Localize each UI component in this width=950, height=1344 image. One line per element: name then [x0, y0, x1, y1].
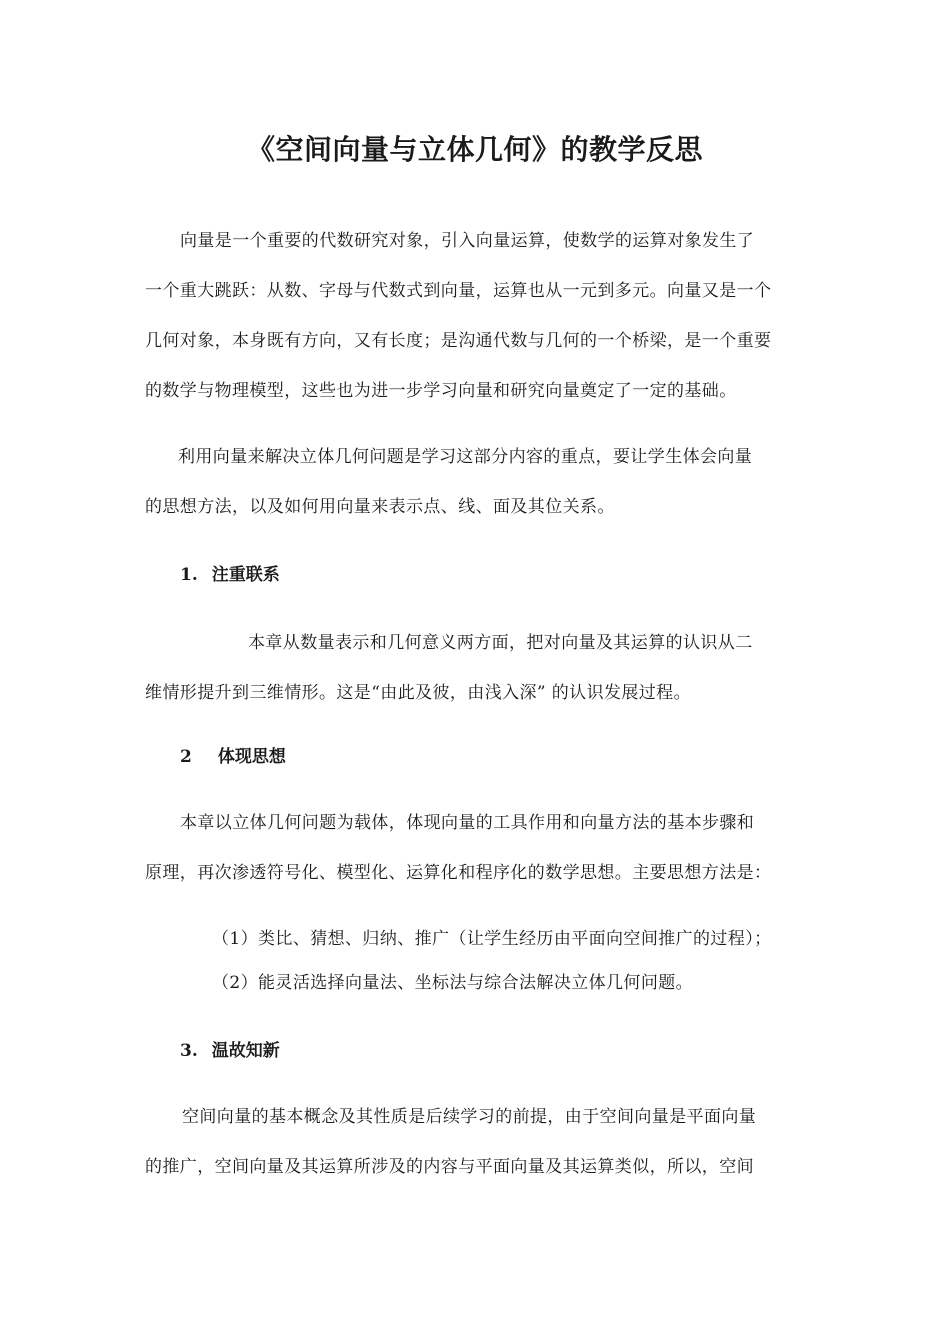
section-2-title: 体现思想 [217, 747, 286, 767]
section-2-heading [180, 742, 286, 767]
paragraph-2-line-2: 的思想方法，以及如何用向量来表示点、线、面及其位关系。 [145, 497, 615, 517]
list-item-1: （1）类比、猜想、归纳、推广（让学生经历由平面向空间推广的过程）； [212, 929, 772, 949]
document-title: 《空间向量与立体几何》的教学反思 [246, 133, 703, 166]
section-2-number: 2 [180, 747, 192, 767]
section-1-number: 1. [180, 565, 198, 585]
section-3-title: 温故知新 [211, 1041, 280, 1061]
paragraph-4-line-2: 原理，再次渗透符号化、模型化、运算化和程序化的数学思想。主要思想方法是： [145, 863, 772, 883]
paragraph-1-line-4: 的数学与物理模型，这些也为进一步学习向量和研究向量奠定了一定的基础。 [145, 381, 737, 401]
paragraph-2-line-1: 利用向量来解决立体几何问题是学习这部分内容的重点，要让学生体会向量 [178, 447, 753, 467]
section-1-heading [180, 560, 280, 585]
paragraph-3-line-2: 维情形提升到三维情形。这是“由此及彼，由浅入深” 的认识发展过程。 [145, 683, 691, 703]
paragraph-4-line-1: 本章以立体几何问题为载体，体现向量的工具作用和向量方法的基本步骤和 [180, 813, 755, 833]
section-3-number: 3. [180, 1041, 198, 1061]
paragraph-5-line-1: 空间向量的基本概念及其性质是后续学习的前提，由于空间向量是平面向量 [182, 1107, 757, 1127]
section-1-title: 注重联系 [211, 565, 280, 585]
list-item-2: （2）能灵活选择向量法、坐标法与综合法解决立体几何问题。 [212, 973, 694, 993]
paragraph-1-line-2: 一个重大跳跃：从数、字母与代数式到向量，运算也从一元到多元。向量又是一个 [145, 281, 772, 301]
paragraph-3-line-1: 本章从数量表示和几何意义两方面，把对向量及其运算的认识从二 [248, 633, 753, 653]
paragraph-5-line-2: 的推广，空间向量及其运算所涉及的内容与平面向量及其运算类似，所以，空间 [145, 1157, 754, 1177]
section-3-heading [180, 1036, 280, 1061]
paragraph-1-line-1: 向量是一个重要的代数研究对象，引入向量运算，使数学的运算对象发生了 [180, 231, 755, 251]
paragraph-1-line-3: 几何对象，本身既有方向，又有长度；是沟通代数与几何的一个桥梁，是一个重要 [145, 331, 772, 351]
